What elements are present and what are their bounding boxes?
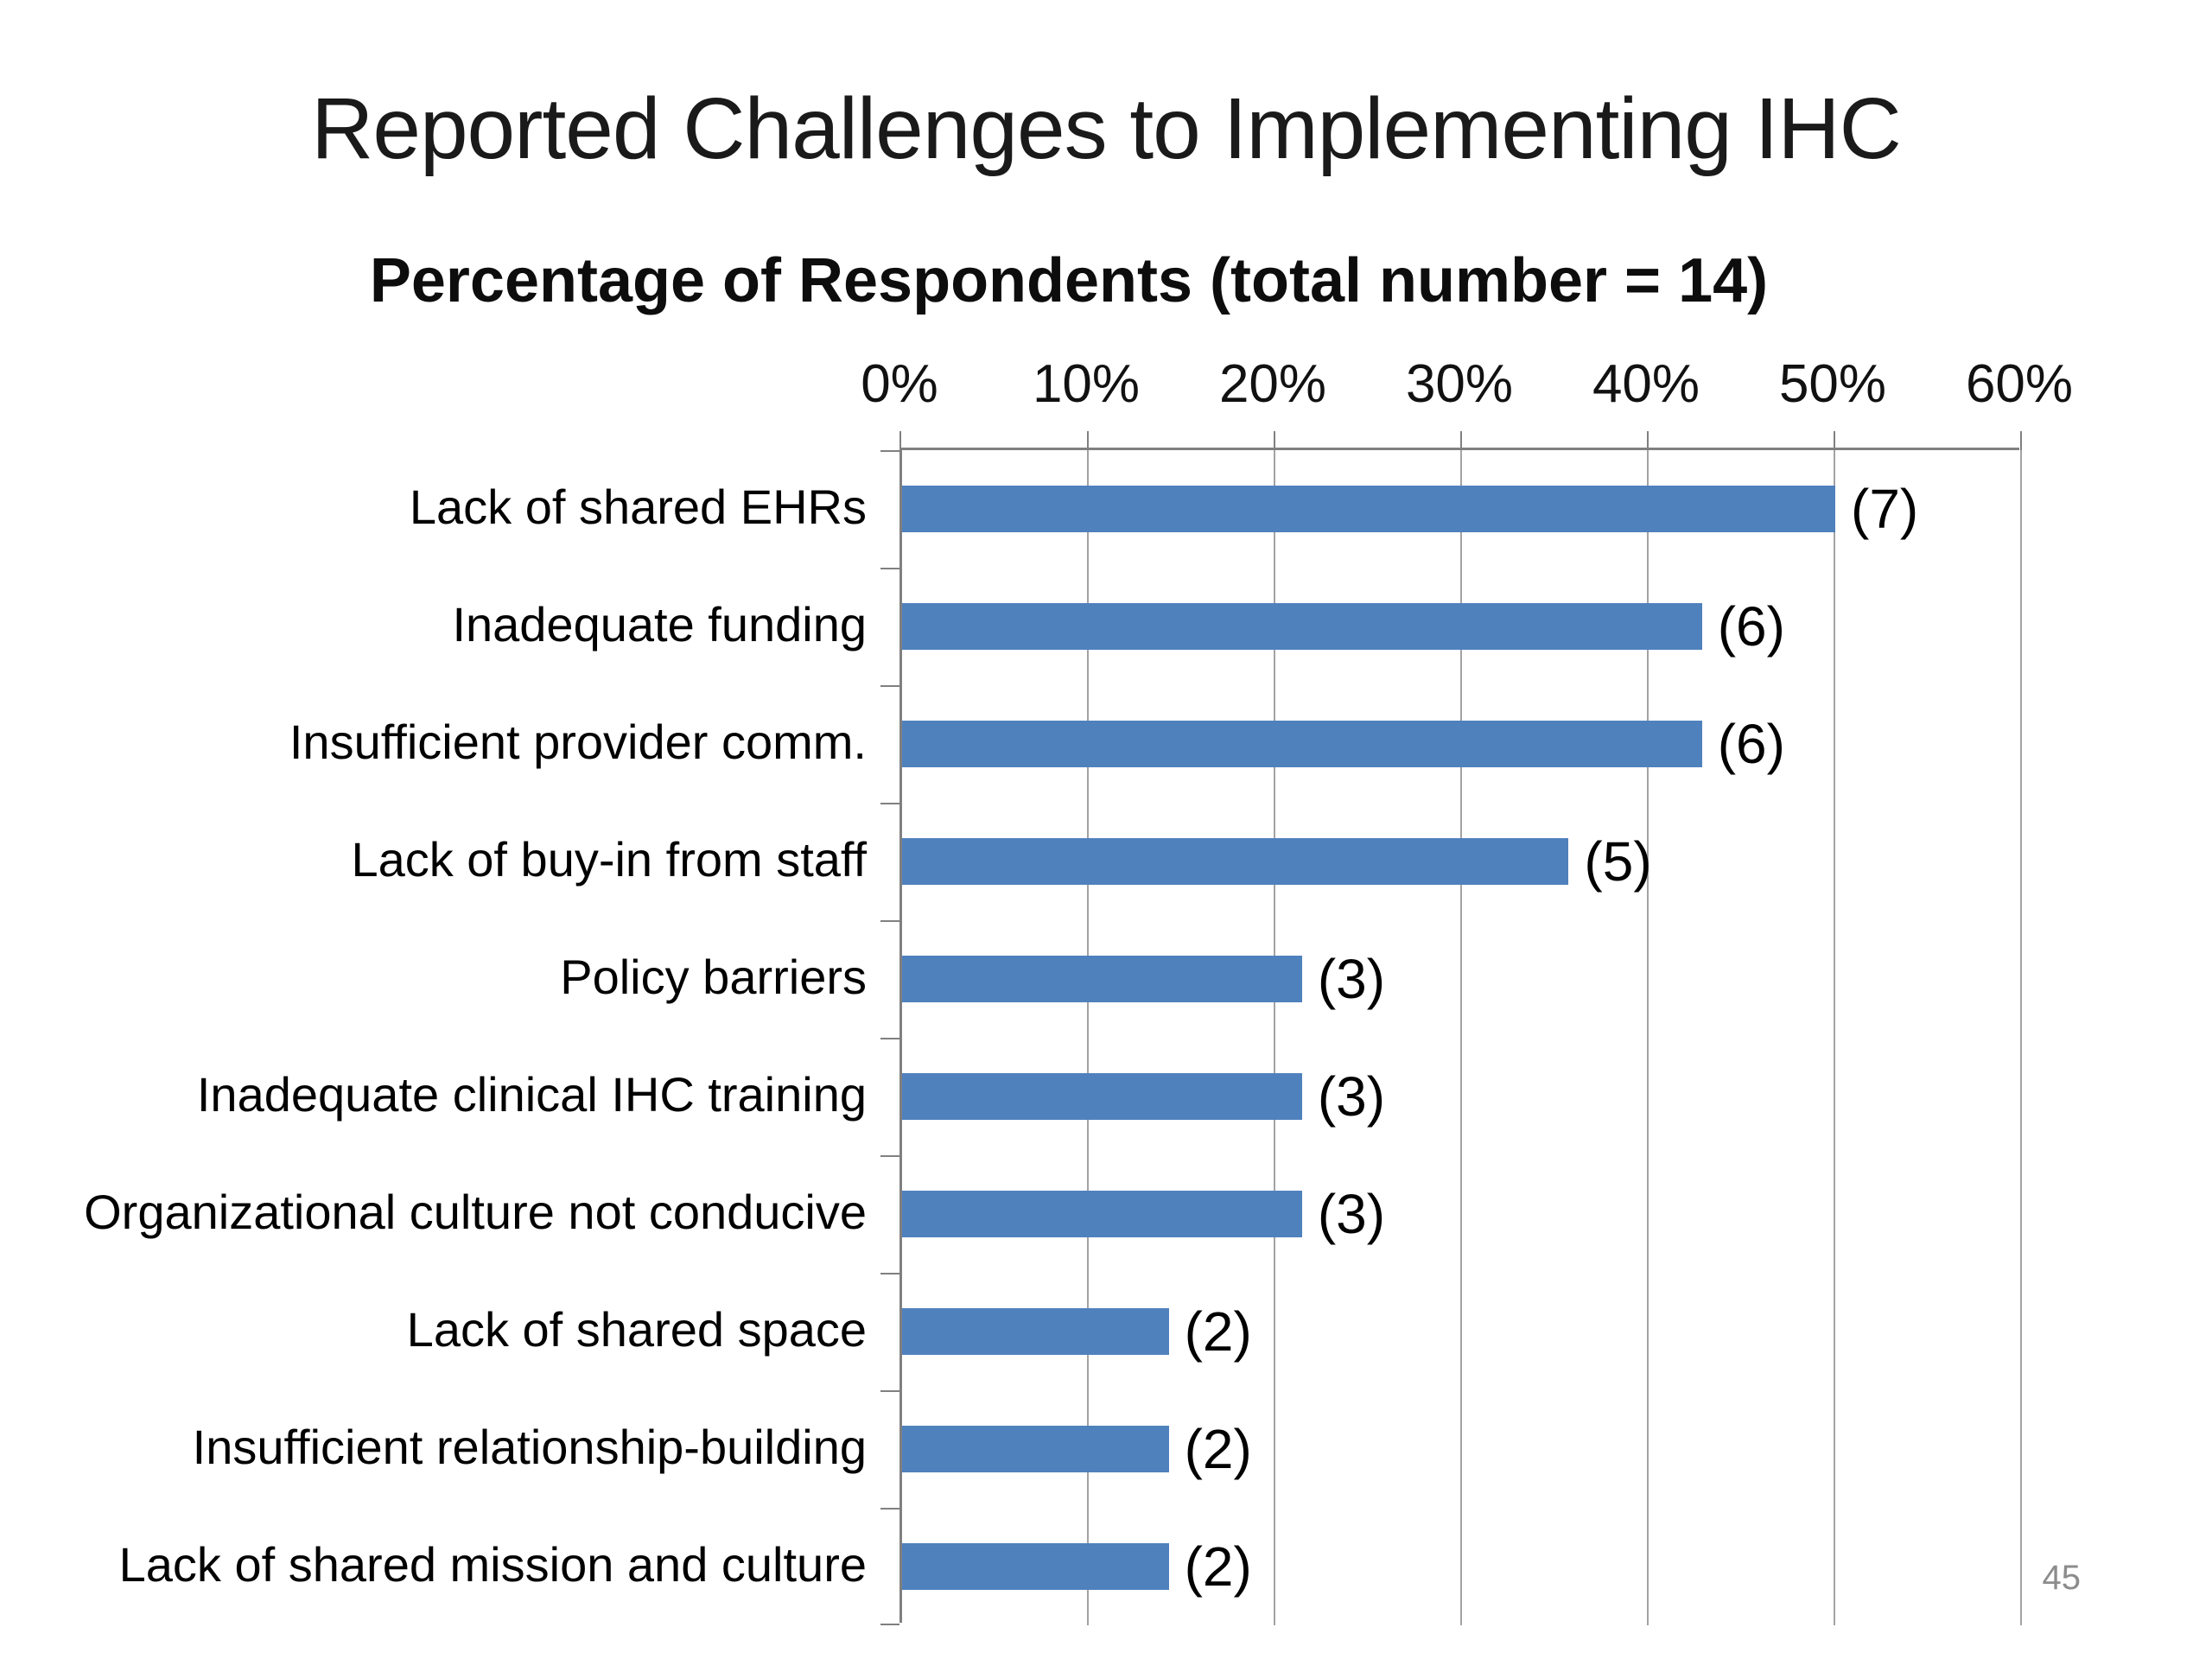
bar — [902, 486, 1835, 532]
x-axis-tick-label: 10% — [1032, 354, 1141, 414]
x-axis-tick-label: 50% — [1778, 354, 1887, 414]
bar-value-label: (2) — [1184, 1300, 1252, 1363]
category-label: Organizational culture not conducive — [84, 1184, 867, 1239]
value-axis-tick — [1087, 431, 1089, 450]
category-label: Lack of shared space — [406, 1301, 867, 1357]
value-axis-tick — [1274, 431, 1275, 450]
x-axis-tick-label: 60% — [1965, 354, 2074, 414]
bar — [902, 721, 1702, 767]
value-axis-tick — [1460, 431, 1462, 450]
category-label: Inadequate funding — [452, 596, 867, 652]
bar-value-label: (3) — [1317, 1183, 1386, 1245]
category-label: Insufficient relationship-building — [192, 1419, 867, 1474]
value-axis-tick — [899, 431, 901, 450]
category-axis-tick — [880, 1624, 899, 1625]
bar — [902, 1073, 1302, 1120]
category-axis-tick — [880, 1273, 899, 1274]
category-label: Lack of shared mission and culture — [118, 1536, 867, 1592]
bar-value-label: (3) — [1317, 1065, 1386, 1128]
bar — [902, 603, 1702, 650]
page-number: 45 — [2042, 1559, 2081, 1597]
category-axis-tick — [880, 1155, 899, 1157]
x-axis-tick-label: 20% — [1218, 354, 1327, 414]
value-axis-tick — [2020, 431, 2022, 450]
bar-row — [902, 685, 2019, 803]
page-title: Reported Challenges to Implementing IHC — [311, 80, 1901, 177]
bar-row — [902, 1508, 2019, 1625]
category-axis-tick — [880, 450, 899, 452]
category-label: Inadequate clinical IHC training — [196, 1066, 867, 1122]
category-axis-tick — [880, 920, 899, 922]
bar-value-label: (6) — [1717, 595, 1785, 658]
bar-row — [902, 1038, 2019, 1155]
bar — [902, 1191, 1302, 1237]
bar-row — [902, 568, 2019, 685]
category-label: Policy barriers — [560, 949, 867, 1004]
bar — [902, 956, 1302, 1002]
bar — [902, 1543, 1169, 1590]
value-axis-tick — [1647, 431, 1649, 450]
bar-row — [902, 803, 2019, 920]
category-label: Lack of shared EHRs — [409, 479, 867, 534]
bar-row — [902, 450, 2019, 568]
category-axis-tick — [880, 1508, 899, 1510]
bar-value-label: (7) — [1851, 478, 1919, 540]
category-label: Lack of buy-in from staff — [351, 831, 867, 887]
x-axis-tick-label: 30% — [1405, 354, 1514, 414]
category-axis-tick — [880, 1038, 899, 1039]
bar-value-label: (6) — [1717, 713, 1785, 775]
category-axis-tick — [880, 568, 899, 569]
bar-value-label: (3) — [1317, 948, 1386, 1010]
bar-row — [902, 1390, 2019, 1508]
bar-value-label: (2) — [1184, 1535, 1252, 1598]
gridline — [2020, 450, 2022, 1625]
bar — [902, 838, 1568, 885]
category-axis-tick — [880, 1390, 899, 1392]
x-axis-tick-label: 40% — [1592, 354, 1700, 414]
bar-value-label: (2) — [1184, 1418, 1252, 1480]
x-axis-tick-label: 0% — [861, 354, 938, 414]
category-axis-tick — [880, 803, 899, 804]
bar — [902, 1308, 1169, 1355]
bar-row — [902, 1155, 2019, 1273]
category-label: Insufficient provider comm. — [289, 714, 867, 769]
chart-title: Percentage of Respondents (total number = 14) — [369, 246, 1769, 315]
category-axis-tick — [880, 685, 899, 687]
bar-row — [902, 1273, 2019, 1390]
plot-area — [899, 448, 2019, 1623]
bar — [902, 1426, 1169, 1472]
value-axis-tick — [1834, 431, 1835, 450]
bar-row — [902, 920, 2019, 1038]
bar-value-label: (5) — [1584, 830, 1652, 893]
